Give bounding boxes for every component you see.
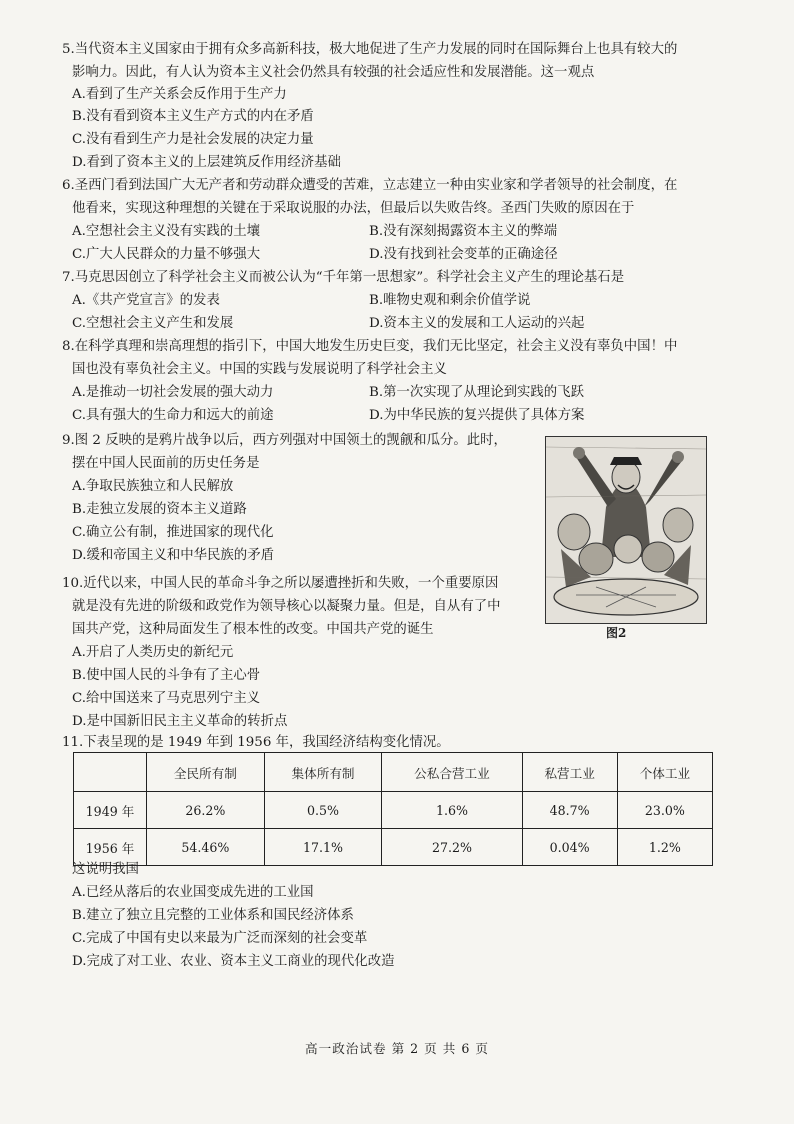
q10-option-d: D.是中国新旧民主主义革命的转折点 <box>72 714 288 729</box>
table-cell-year: 1956 年 <box>74 829 147 866</box>
q10-stem-line2: 就是没有先进的阶级和政党作为领导核心以凝聚力量。但是，自从有了中 <box>72 599 501 614</box>
table-cell: 48.7% <box>522 792 617 829</box>
page-footer <box>0 1038 794 1057</box>
q9-option-b: B.走独立发展的资本主义道路 <box>72 502 247 517</box>
q11-option-d: D.完成了对工业、农业、资本主义工商业的现代化改造 <box>72 954 395 969</box>
q11-option-c: C.完成了中国有史以来最为广泛而深刻的社会变革 <box>72 931 368 946</box>
q6-stem-line2: 他看来，实现这种理想的关键在于采取说服的办法，但最后以失败告终。圣西门失败的原因在于 <box>72 201 635 216</box>
table-header-cell <box>74 753 147 792</box>
q5-option-b: B.没有看到资本主义生产方式的内在矛盾 <box>72 109 314 124</box>
table-header-cell: 私营工业 <box>522 753 617 792</box>
q6-option-b: B.没有深刻揭露资本主义的弊端 <box>369 224 558 239</box>
q9-option-c: C.确立公有制，推进国家的现代化 <box>72 525 274 540</box>
table-header-row <box>74 753 713 792</box>
q6-stem-line1: 6.圣西门看到法国广大无产者和劳动群众遭受的苦难，立志建立一种由实业家和学者领导的社会制度，在 <box>62 178 678 193</box>
table-cell-year: 1949 年 <box>74 792 147 829</box>
q5-option-d: D.看到了资本主义的上层建筑反作用经济基础 <box>72 155 341 170</box>
figure-2-caption: 图2 <box>606 626 627 640</box>
page-number-text: 高一政治试卷 第 2 页 共 6 页 <box>305 1041 489 1056</box>
table-cell: 54.46% <box>147 829 265 866</box>
q9-stem-line1: 9.图 2 反映的是鸦片战争以后，西方列强对中国领土的觊觎和瓜分。此时， <box>62 433 507 448</box>
q6-option-a: A.空想社会主义没有实践的土壤 <box>72 224 261 239</box>
q8-stem-line1: 8.在科学真理和崇高理想的指引下，中国大地发生历史巨变，我们无比坚定，社会主义没有辜负中国！中 <box>62 339 678 354</box>
table-cell: 17.1% <box>264 829 382 866</box>
q11-option-a: A.已经从落后的农业国变成先进的工业国 <box>72 885 314 900</box>
q5-stem-line2: 影响力。因此，有人认为资本主义社会仍然具有较强的社会适应性和发展潜能。这一观点 <box>72 65 595 80</box>
q11-stem-line1: 11.下表呈现的是 1949 年到 1956 年，我国经济结构变化情况。 <box>62 735 450 750</box>
table-cell: 0.04% <box>522 829 617 866</box>
table-cell: 26.2% <box>147 792 265 829</box>
table-cell: 1.2% <box>617 829 712 866</box>
q11-option-b: B.建立了独立且完整的工业体系和国民经济体系 <box>72 908 354 923</box>
q7-option-c: C.空想社会主义产生和发展 <box>72 316 234 331</box>
q10-stem-line3: 国共产党，这种局面发生了根本性的改变。中国共产党的诞生 <box>72 622 434 637</box>
q10-stem-line1: 10.近代以来，中国人民的革命斗争之所以屡遭挫折和失败，一个重要原因 <box>62 576 499 591</box>
q7-option-a: A.《共产党宣言》的发表 <box>72 293 220 308</box>
q10-option-a: A.开启了人类历史的新纪元 <box>72 645 234 660</box>
q9-option-a: A.争取民族独立和人民解放 <box>72 479 234 494</box>
q9-stem-line2: 摆在中国人民面前的历史任务是 <box>72 456 260 471</box>
figure-2-illustration <box>545 436 707 624</box>
table-header-cell: 全民所有制 <box>147 753 265 792</box>
table-header-cell: 集体所有制 <box>264 753 382 792</box>
q8-stem-line2: 国也没有辜负社会主义。中国的实践与发展说明了科学社会主义 <box>72 362 447 377</box>
table-row <box>74 829 713 866</box>
q9-option-d: D.缓和帝国主义和中华民族的矛盾 <box>72 548 274 563</box>
table-cell: 27.2% <box>382 829 522 866</box>
q8-option-a: A.是推动一切社会发展的强大动力 <box>72 385 274 400</box>
q7-option-d: D.资本主义的发展和工人运动的兴起 <box>369 316 585 331</box>
q7-stem-line1: 7.马克思因创立了科学社会主义而被公认为“千年第一思想家”。科学社会主义产生的理论基石是 <box>62 270 625 285</box>
q5-option-a: A.看到了生产关系会反作用于生产力 <box>72 87 287 102</box>
table-cell: 0.5% <box>264 792 382 829</box>
economic-structure-table <box>73 752 713 866</box>
table-header-cell: 个体工业 <box>617 753 712 792</box>
table-row <box>74 792 713 829</box>
q10-option-c: C.给中国送来了马克思列宁主义 <box>72 691 261 706</box>
table-cell: 1.6% <box>382 792 522 829</box>
q8-option-d: D.为中华民族的复兴提供了具体方案 <box>369 408 585 423</box>
q6-option-c: C.广大人民群众的力量不够强大 <box>72 247 261 262</box>
q7-option-b: B.唯物史观和剩余价值学说 <box>369 293 531 308</box>
q5-option-c: C.没有看到生产力是社会发展的决定力量 <box>72 132 314 147</box>
q6-option-d: D.没有找到社会变革的正确途径 <box>369 247 558 262</box>
q8-option-c: C.具有强大的生命力和远大的前途 <box>72 408 274 423</box>
figure-2-cartoon <box>546 437 706 623</box>
q5-stem-line1: 5.当代资本主义国家由于拥有众多高新科技，极大地促进了生产力发展的同时在国际舞台上也具有较大的 <box>62 42 678 57</box>
q8-option-b: B.第一次实现了从理论到实践的飞跃 <box>369 385 584 400</box>
table-cell: 23.0% <box>617 792 712 829</box>
q10-option-b: B.使中国人民的斗争有了主心骨 <box>72 668 261 683</box>
q11-stem-line2: 这说明我国 <box>72 862 139 877</box>
table-header-cell: 公私合营工业 <box>382 753 522 792</box>
